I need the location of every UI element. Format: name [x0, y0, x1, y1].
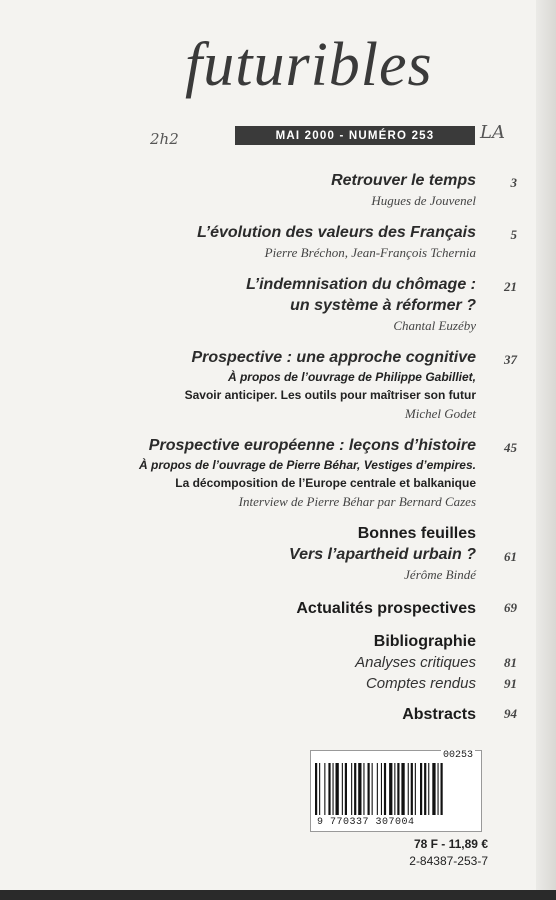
- article-author: Jérôme Bindé: [404, 567, 476, 582]
- article-title: Comptes rendus: [365, 675, 476, 692]
- article-title: Retrouver le temps: [331, 172, 476, 189]
- article-title: Prospective européenne : leçons d’histoire: [148, 437, 476, 454]
- page-bottom-edge: [0, 890, 556, 900]
- article-subtitle-line: À propos de l’ouvrage de Pierre Béhar, Vestiges d’empires.: [138, 458, 476, 472]
- article-subtitle-line: Savoir anticiper. Les outils pour maîtriser son futur: [184, 388, 476, 402]
- barcode-bars: [315, 755, 477, 815]
- page-number: 3: [510, 175, 517, 190]
- article-title-line: L’indemnisation du chômage :: [246, 276, 476, 293]
- section-heading: Actualités prospectives: [296, 600, 476, 617]
- toc-entry[interactable]: [90, 435, 520, 511]
- handwritten-note-right: LA: [480, 122, 505, 143]
- article-title: L’évolution des valeurs des Français: [197, 224, 476, 241]
- section-heading: Abstracts: [402, 706, 476, 723]
- article-title: Prospective : une approche cognitive: [191, 349, 476, 366]
- article-subtitle-line: À propos de l’ouvrage de Philippe Gabilliet,: [227, 370, 476, 384]
- article-author: Michel Godet: [404, 406, 476, 421]
- price: 78 F - 11,89 €: [413, 837, 488, 851]
- article-author: Pierre Bréchon, Jean-François Tchernia: [264, 245, 476, 260]
- article-author: Interview de Pierre Béhar par Bernard Cazes: [238, 494, 476, 509]
- barcode-digits: 9 770337 307004: [317, 817, 415, 828]
- barcode: [310, 750, 482, 832]
- handwritten-note-left: 2h2: [150, 130, 179, 148]
- price-block: [409, 836, 488, 870]
- issue-bar: MAI 2000 - NUMÉRO 253: [235, 126, 475, 145]
- toc-entry[interactable]: [90, 704, 520, 725]
- isbn: 2-84387-253-7: [409, 854, 488, 868]
- page-number: 37: [504, 352, 517, 367]
- article-author: Chantal Euzéby: [393, 318, 476, 333]
- article-title: Analyses critiques: [355, 654, 476, 671]
- article-title: Vers l’apartheid urbain ?: [288, 546, 476, 563]
- toc-section: [90, 631, 520, 652]
- toc-entry[interactable]: [90, 673, 520, 694]
- toc-entry[interactable]: [90, 652, 520, 673]
- page-number: 45: [504, 440, 517, 455]
- toc-entry[interactable]: [90, 598, 520, 619]
- page-number: 91: [504, 676, 517, 691]
- article-author: Hugues de Jouvenel: [371, 193, 476, 208]
- toc-entry[interactable]: [90, 274, 520, 335]
- masthead-title: futuribles: [185, 31, 433, 99]
- article-title-line: un système à réformer ?: [290, 297, 476, 314]
- page-number: 69: [504, 600, 517, 615]
- section-heading: Bonnes feuilles: [357, 525, 476, 542]
- page-number: 61: [504, 549, 517, 564]
- toc-entry[interactable]: [90, 347, 520, 423]
- barcode-issue-code: 00253: [442, 750, 473, 761]
- page-number: 94: [504, 706, 517, 721]
- page-number: 81: [504, 655, 517, 670]
- page-number: 5: [510, 227, 517, 242]
- section-heading: Bibliographie: [373, 633, 476, 650]
- table-of-contents: [90, 170, 520, 725]
- toc-entry[interactable]: [90, 222, 520, 262]
- article-subtitle-line: La décomposition de l’Europe centrale et balkanique: [175, 476, 476, 490]
- page-edge: [536, 0, 556, 900]
- toc-entry[interactable]: [90, 523, 520, 584]
- page-number: 21: [504, 279, 517, 294]
- toc-entry[interactable]: [90, 170, 520, 210]
